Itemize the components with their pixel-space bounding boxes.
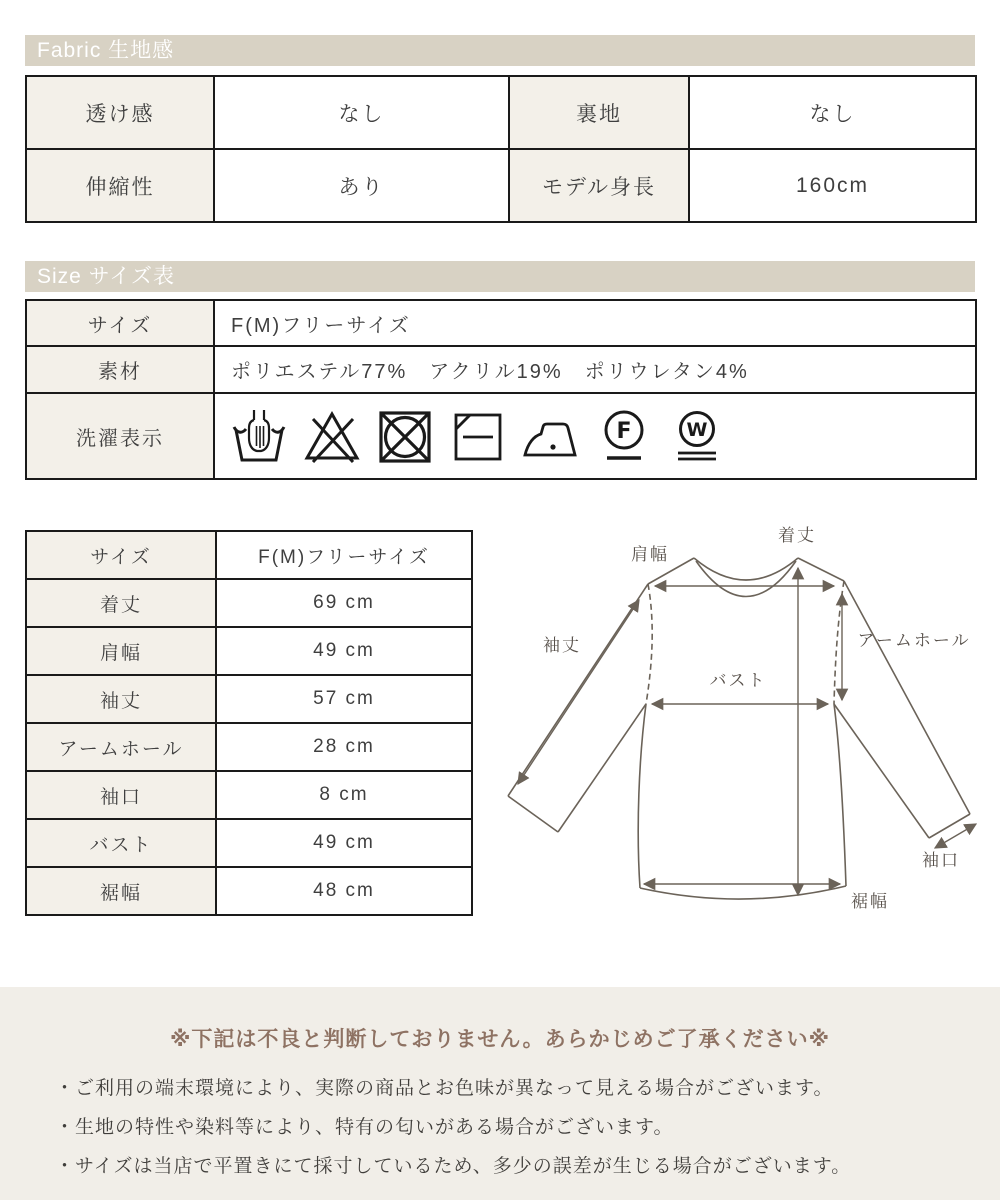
fabric-section-title: Fabric 生地感	[37, 39, 175, 62]
iron-low-heat-icon	[523, 407, 579, 465]
measure-label: サイズ	[26, 531, 216, 579]
table-row	[26, 531, 472, 579]
care-symbols	[231, 407, 975, 465]
size-value: F(M)フリーサイズ	[214, 300, 976, 346]
care-label: 洗濯表示	[26, 393, 214, 479]
measure-label: バスト	[26, 819, 216, 867]
table-row	[26, 149, 976, 222]
disclaimer-heading: ※下記は不良と判断しておりません。あらかじめご了承ください※	[169, 1028, 831, 1051]
fabric-label: 透け感	[26, 76, 214, 149]
disclaimer-list	[55, 1069, 1000, 1186]
measure-label: 袖口	[26, 771, 216, 819]
measure-value: 28 cm	[216, 723, 472, 771]
diagram-label-sleeve: 袖丈	[543, 636, 581, 655]
table-row	[26, 76, 976, 149]
garment-measurement-diagram	[478, 508, 1000, 970]
table-row	[26, 300, 976, 346]
material-label: 素材	[26, 346, 214, 393]
svg-text:F: F	[616, 419, 632, 444]
table-row	[26, 675, 472, 723]
fabric-label: 伸縮性	[26, 149, 214, 222]
material-value: ポリエステル77% アクリル19% ポリウレタン4%	[214, 346, 976, 393]
table-row	[26, 579, 472, 627]
size-section-title: Size サイズ表	[37, 265, 176, 288]
diagram-label-shoulder: 肩幅	[631, 545, 669, 564]
measure-label: 袖丈	[26, 675, 216, 723]
measure-value: 48 cm	[216, 867, 472, 915]
measure-value: 69 cm	[216, 579, 472, 627]
size-table	[25, 299, 977, 480]
diagram-label-length: 着丈	[778, 526, 816, 545]
fabric-value: なし	[214, 76, 509, 149]
measure-value: F(M)フリーサイズ	[216, 531, 472, 579]
garment-outline	[508, 558, 970, 899]
diagram-label-cuff: 袖口	[922, 851, 960, 870]
fabric-value: なし	[689, 76, 976, 149]
diagram-label-hem: 裾幅	[851, 892, 889, 911]
disclaimer-item: ・生地の特性や染料等により、特有の匂いがある場合がございます。	[55, 1117, 674, 1138]
measurements-table	[25, 530, 473, 916]
diagram-label-armhole: アームホール	[857, 631, 971, 650]
measure-label: 肩幅	[26, 627, 216, 675]
fabric-section-header	[25, 35, 975, 66]
table-row	[26, 771, 472, 819]
diagram-label-bust: バスト	[709, 671, 767, 690]
table-row	[26, 627, 472, 675]
size-section-header	[25, 261, 975, 292]
dry-clean-F-icon	[596, 407, 652, 465]
table-row	[26, 723, 472, 771]
table-row	[26, 819, 472, 867]
measure-value: 8 cm	[216, 771, 472, 819]
size-label: サイズ	[26, 300, 214, 346]
table-row	[26, 867, 472, 915]
table-row	[26, 393, 976, 479]
disclaimer-item: ・ご利用の端末環境により、実際の商品とお色味が異なって見える場合がございます。	[55, 1078, 834, 1099]
fabric-table	[25, 75, 977, 223]
measure-label: 着丈	[26, 579, 216, 627]
do-not-tumble-dry-icon	[377, 407, 433, 465]
flat-dry-in-shade-icon	[450, 407, 506, 465]
svg-text:W: W	[686, 419, 708, 441]
measure-value: 49 cm	[216, 819, 472, 867]
fabric-value: 160cm	[689, 149, 976, 222]
disclaimer-item: ・サイズは当店で平置きにて採寸しているため、多少の誤差が生じる場合がございます。	[55, 1156, 852, 1177]
measure-label: アームホール	[26, 723, 216, 771]
fabric-label: 裏地	[509, 76, 689, 149]
do-not-bleach-icon	[304, 407, 360, 465]
fabric-label: モデル身長	[509, 149, 689, 222]
measure-value: 57 cm	[216, 675, 472, 723]
fabric-value: あり	[214, 149, 509, 222]
table-row	[26, 346, 976, 393]
measure-label: 裾幅	[26, 867, 216, 915]
wet-clean-W-icon	[669, 407, 725, 465]
measurement-arrows	[518, 568, 976, 895]
disclaimer-section	[0, 987, 1000, 1200]
measure-value: 49 cm	[216, 627, 472, 675]
hand-wash-icon	[231, 407, 287, 465]
